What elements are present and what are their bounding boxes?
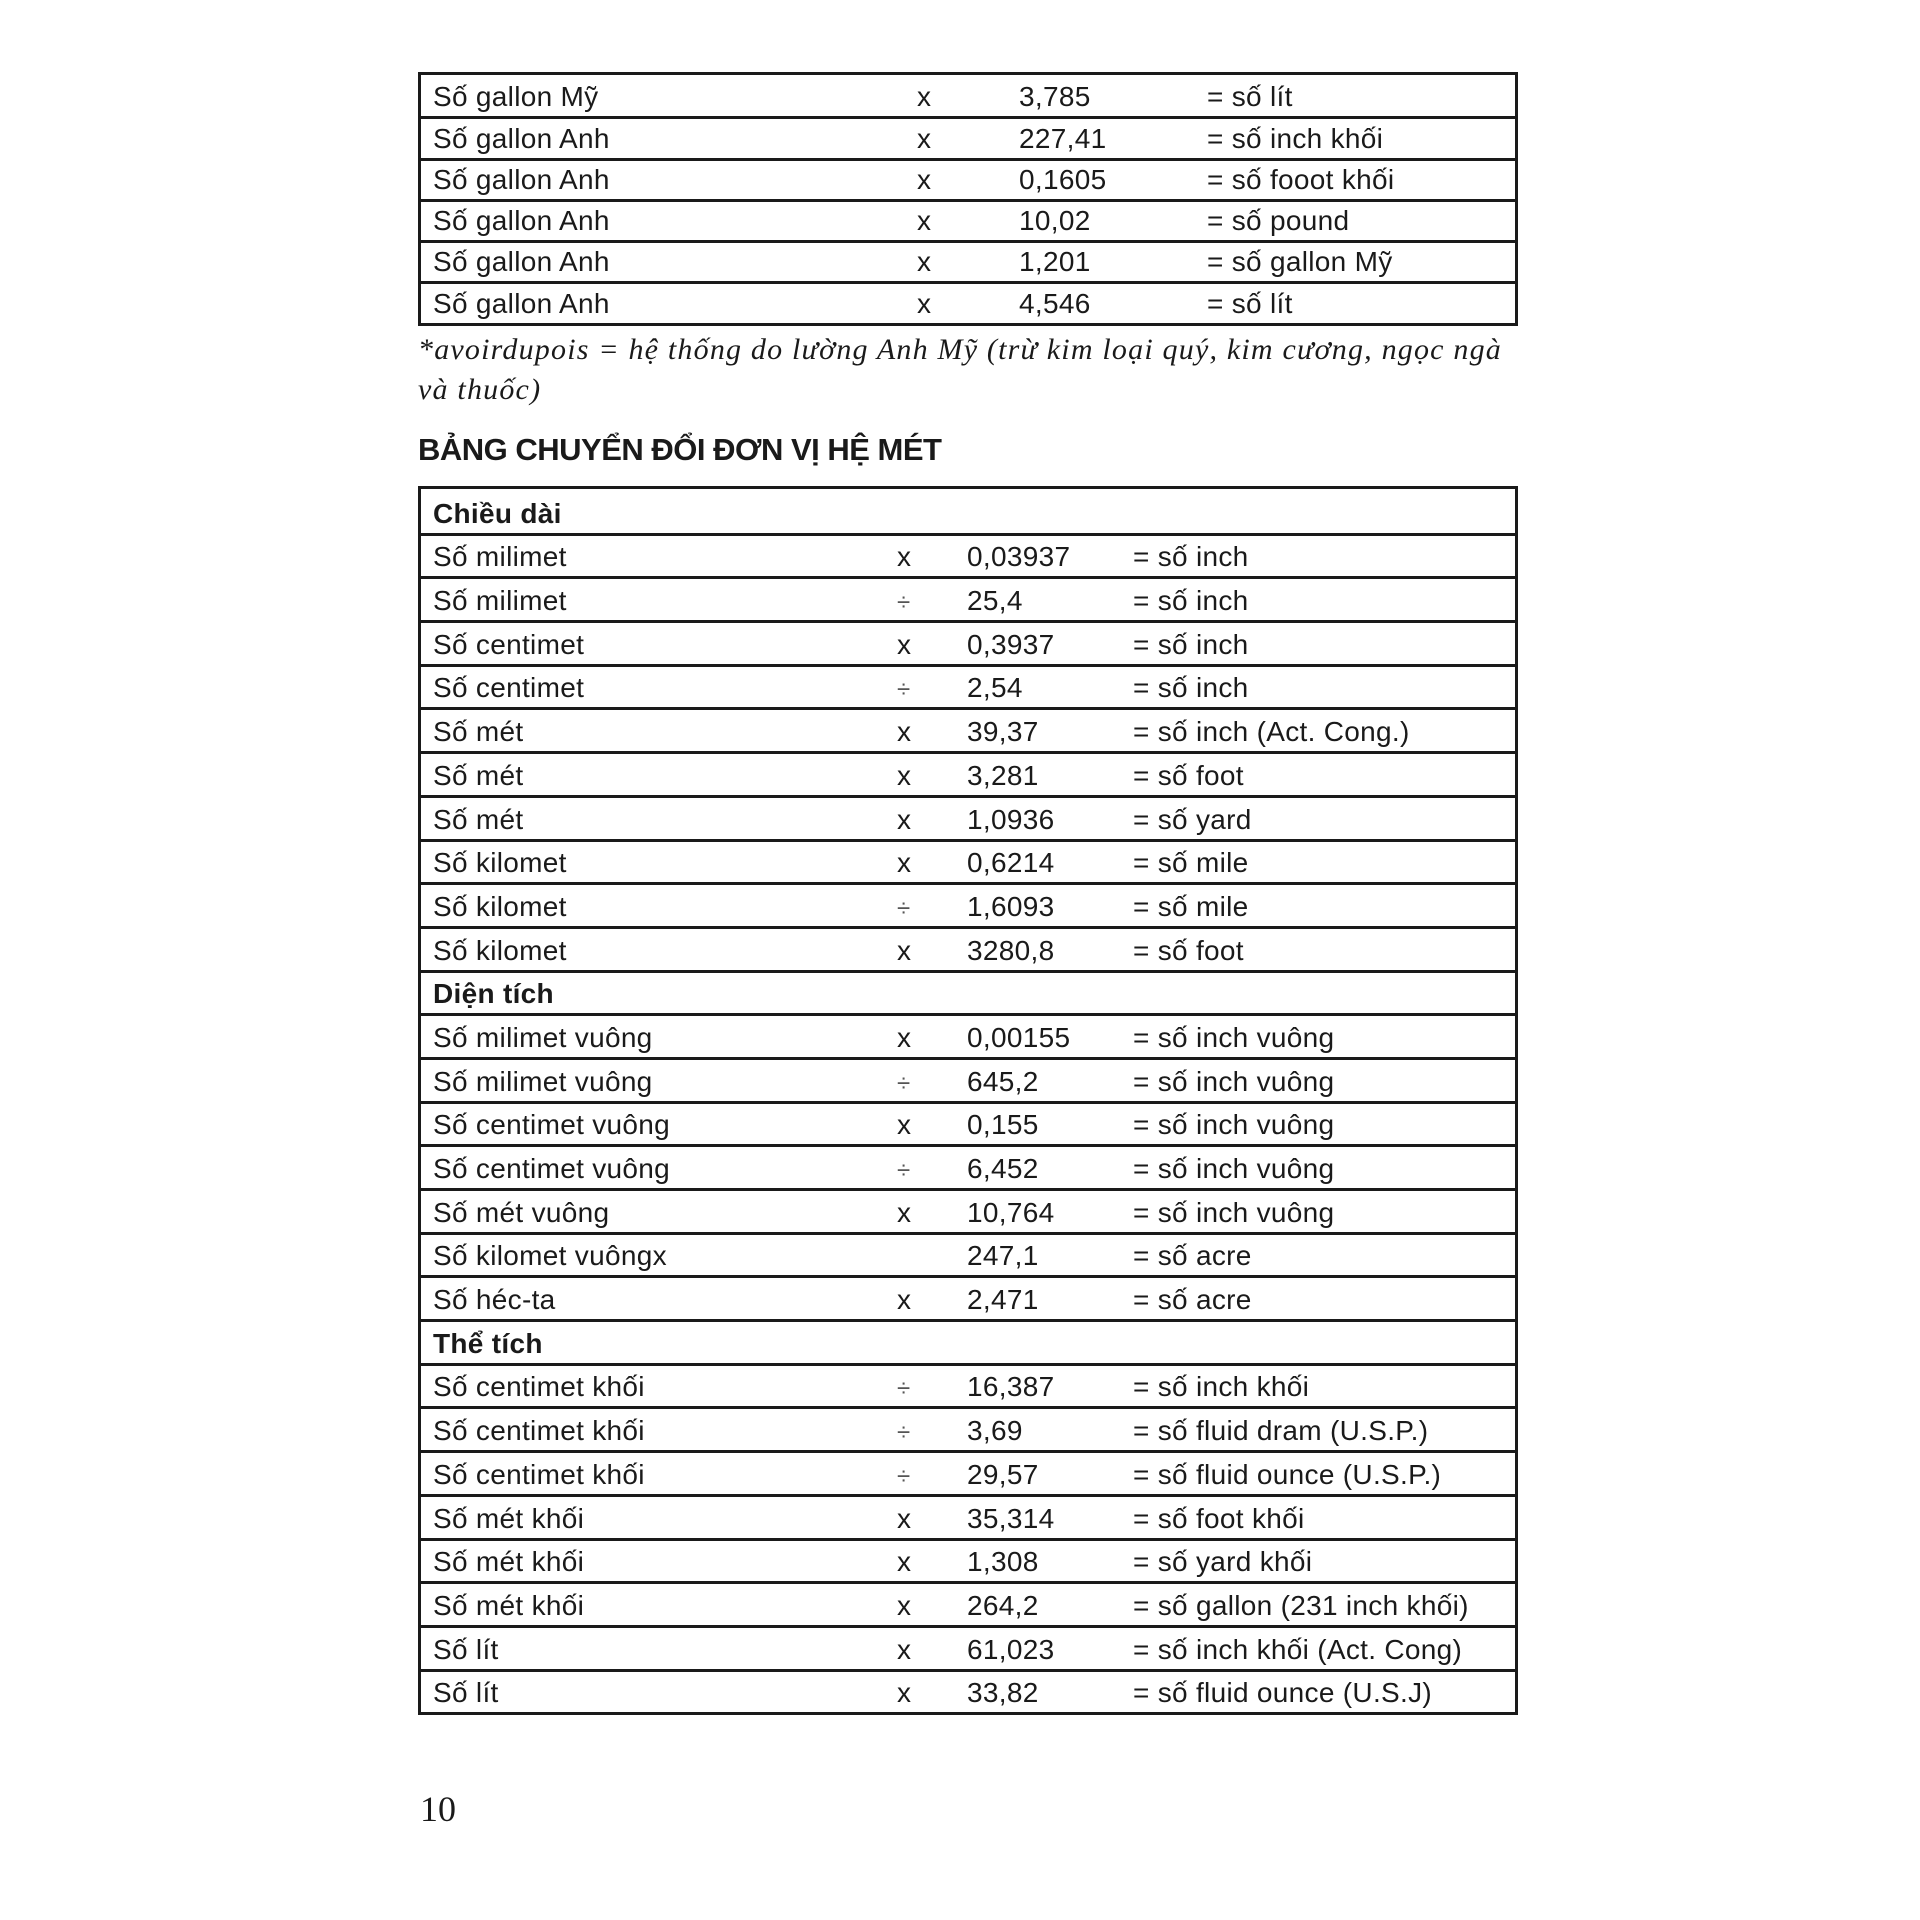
- unit-to: = số mile: [1133, 890, 1249, 922]
- operator: x: [917, 81, 932, 113]
- factor: 1,308: [967, 1546, 1039, 1578]
- operator: x: [897, 1284, 912, 1316]
- table-row: [421, 116, 1515, 157]
- table-row: [421, 707, 1515, 751]
- page-number: 10: [420, 1789, 456, 1829]
- metric-conversion-table: [418, 486, 1518, 1715]
- imperial-conversion-table: [418, 72, 1518, 326]
- factor: 3280,8: [967, 934, 1055, 966]
- operator: x: [917, 163, 932, 195]
- unit-to: = số mile: [1133, 847, 1249, 879]
- unit-from: Số gallon Anh: [433, 287, 610, 319]
- unit-from: Số milimet: [433, 541, 567, 573]
- table-row: [421, 1669, 1515, 1713]
- factor: 227,41: [1019, 122, 1107, 154]
- factor: 0,155: [967, 1109, 1039, 1141]
- section-header-area: [421, 970, 1515, 1014]
- factor: 2,54: [967, 672, 1023, 704]
- section-heading: BẢNG CHUYỂN ĐỔI ĐƠN VỊ HỆ MÉT: [418, 432, 942, 467]
- table-row: [421, 158, 1515, 199]
- factor: 16,387: [967, 1371, 1055, 1403]
- unit-from: Số gallon Anh: [433, 205, 610, 237]
- operator: x: [897, 934, 912, 966]
- table-row: [421, 882, 1515, 926]
- unit-to: = số foot: [1133, 759, 1244, 791]
- factor: 10,02: [1019, 205, 1091, 237]
- unit-from: Số mét: [433, 759, 524, 791]
- factor: 4,546: [1019, 287, 1091, 319]
- factor: 0,1605: [1019, 163, 1107, 195]
- factor: 39,37: [967, 716, 1039, 748]
- unit-to: = số lít: [1207, 81, 1293, 113]
- unit-to: = số foot khối: [1133, 1502, 1305, 1534]
- table-row: [421, 75, 1515, 116]
- unit-to: = số fluid ounce (U.S.P.): [1133, 1458, 1442, 1490]
- operator: x: [917, 122, 932, 154]
- footnote: *avoirdupois = hệ thống do lường Anh Mỹ (trừ kim loại quý, kim cương, ngọc ngà và thuốc): [418, 333, 1502, 406]
- factor: 35,314: [967, 1502, 1055, 1534]
- unit-to: = số pound: [1207, 205, 1350, 237]
- operator: x: [897, 716, 912, 748]
- unit-from: Số milimet: [433, 585, 567, 617]
- unit-to: = số gallon (231 inch khối): [1133, 1589, 1469, 1621]
- unit-from: Số gallon Anh: [433, 122, 610, 154]
- unit-from: Số centimet khối: [433, 1458, 645, 1490]
- table-row: [421, 1625, 1515, 1669]
- unit-from: Số mét khối: [433, 1589, 585, 1621]
- factor: 33,82: [967, 1677, 1039, 1709]
- unit-to: = số inch: [1133, 628, 1249, 660]
- unit-to: = số inch vuông: [1133, 1153, 1335, 1184]
- operator: ÷: [897, 1069, 911, 1097]
- operator: x: [917, 287, 932, 319]
- table-row: [421, 926, 1515, 970]
- table-row: [421, 1363, 1515, 1407]
- factor: 0,03937: [967, 541, 1071, 573]
- factor: 264,2: [967, 1589, 1039, 1621]
- factor: 1,0936: [967, 803, 1055, 835]
- factor: 0,6214: [967, 847, 1055, 879]
- unit-from: Số kilomet: [433, 890, 567, 922]
- table-row: [421, 1538, 1515, 1582]
- table-row: [421, 1144, 1515, 1188]
- section-header-volume: [421, 1319, 1515, 1363]
- factor: 2,471: [967, 1284, 1039, 1316]
- operator: ÷: [897, 1462, 911, 1490]
- unit-to: = số inch vuông: [1133, 1109, 1335, 1141]
- unit-to: = số inch khối: [1133, 1371, 1310, 1403]
- operator: x: [897, 1196, 912, 1228]
- unit-to: = số fluid ounce (U.S.J): [1133, 1677, 1432, 1709]
- factor: 25,4: [967, 585, 1023, 617]
- unit-from: Số centimet vuông: [433, 1153, 671, 1184]
- operator: x: [917, 205, 932, 237]
- table-row: [421, 1406, 1515, 1450]
- table-row: [421, 1101, 1515, 1145]
- table-row: [421, 1450, 1515, 1494]
- operator: x: [897, 1677, 912, 1709]
- operator: x: [897, 803, 912, 835]
- unit-to: = số inch vuông: [1133, 1065, 1335, 1097]
- unit-from: Số mét khối: [433, 1502, 585, 1534]
- table-row: [421, 751, 1515, 795]
- unit-from: Số gallon Anh: [433, 246, 610, 278]
- factor: 645,2: [967, 1065, 1039, 1097]
- factor: 10,764: [967, 1196, 1055, 1228]
- unit-to: = số inch vuông: [1133, 1196, 1335, 1228]
- table-row: [421, 1581, 1515, 1625]
- unit-to: = số acre: [1133, 1284, 1252, 1316]
- unit-from: Số mét: [433, 803, 524, 835]
- table-row: [421, 533, 1515, 577]
- factor: 0,3937: [967, 628, 1055, 660]
- operator: x: [897, 541, 912, 573]
- operator: x: [897, 1633, 912, 1665]
- table-row: [421, 795, 1515, 839]
- unit-from: Số gallon Mỹ: [433, 81, 599, 113]
- unit-to: = số gallon Mỹ: [1207, 246, 1393, 278]
- factor: 3,281: [967, 759, 1039, 791]
- table-row: [421, 620, 1515, 664]
- unit-to: = số inch khối (Act. Cong): [1133, 1633, 1463, 1665]
- factor: 1,201: [1019, 246, 1091, 278]
- unit-to: = số lít: [1207, 287, 1293, 319]
- operator: x: [897, 759, 912, 791]
- factor: 3,69: [967, 1415, 1023, 1447]
- operator: ÷: [897, 894, 911, 922]
- unit-to: = số yard khối: [1133, 1546, 1313, 1578]
- factor: 6,452: [967, 1153, 1039, 1184]
- unit-from: Số kilomet: [433, 934, 567, 966]
- section-title: Chiều dài: [433, 497, 562, 529]
- table-row: [421, 1057, 1515, 1101]
- unit-to: = số inch: [1133, 672, 1249, 704]
- table-row: [421, 576, 1515, 620]
- factor: 61,023: [967, 1633, 1055, 1665]
- operator: x: [897, 1589, 912, 1621]
- unit-from: Số centimet khối: [433, 1371, 645, 1403]
- operator: ÷: [897, 1157, 911, 1184]
- factor: 3,785: [1019, 81, 1091, 113]
- operator: ÷: [897, 589, 911, 617]
- factor: 29,57: [967, 1458, 1039, 1490]
- unit-to: = số acre: [1133, 1240, 1252, 1272]
- table-row: [421, 281, 1515, 322]
- unit-from: Số kilomet vuôngx: [433, 1240, 667, 1272]
- unit-from: Số centimet khối: [433, 1415, 645, 1447]
- unit-to: = số fluid dram (U.S.P.): [1133, 1415, 1429, 1447]
- unit-from: Số lít: [433, 1677, 499, 1709]
- operator: x: [897, 1109, 912, 1141]
- operator: x: [897, 1546, 912, 1578]
- factor: 1,6093: [967, 890, 1055, 922]
- operator: x: [897, 847, 912, 879]
- unit-from: Số héc-ta: [433, 1284, 556, 1316]
- unit-from: Số lít: [433, 1633, 499, 1665]
- table-row: [421, 1275, 1515, 1319]
- table-row: [421, 1188, 1515, 1232]
- table-row: [421, 839, 1515, 883]
- table-row: [421, 199, 1515, 240]
- factor: 0,00155: [967, 1021, 1071, 1053]
- factor: 247,1: [967, 1240, 1039, 1272]
- unit-from: Số gallon Anh: [433, 163, 610, 195]
- operator: x: [897, 1502, 912, 1534]
- table-row: [421, 240, 1515, 281]
- unit-from: Số kilomet: [433, 847, 567, 879]
- unit-to: = số inch (Act. Cong.): [1133, 716, 1410, 748]
- unit-from: Số milimet vuông: [433, 1065, 653, 1097]
- operator: x: [897, 628, 912, 660]
- section-title: Thể tích: [433, 1327, 543, 1359]
- unit-to: = số yard: [1133, 803, 1252, 835]
- operator: x: [897, 1021, 912, 1053]
- unit-to: = số fooot khối: [1207, 163, 1395, 195]
- unit-to: = số foot: [1133, 934, 1244, 966]
- section-title: Diện tích: [433, 978, 554, 1010]
- table-row: [421, 664, 1515, 708]
- unit-from: Số centimet: [433, 628, 585, 660]
- unit-from: Số milimet vuông: [433, 1021, 653, 1053]
- unit-from: Số mét khối: [433, 1546, 585, 1578]
- operator: x: [917, 246, 932, 278]
- unit-to: = số inch: [1133, 541, 1249, 573]
- unit-to: = số inch vuông: [1133, 1021, 1335, 1053]
- unit-from: Số centimet vuông: [433, 1109, 671, 1141]
- table-row: [421, 1232, 1515, 1276]
- unit-from: Số mét: [433, 716, 524, 748]
- table-row: [421, 1013, 1515, 1057]
- unit-to: = số inch khối: [1207, 122, 1384, 154]
- unit-to: = số inch: [1133, 585, 1249, 617]
- section-header-length: [421, 489, 1515, 533]
- operator: ÷: [897, 1375, 911, 1403]
- operator: ÷: [897, 1419, 911, 1447]
- table-row: [421, 1494, 1515, 1538]
- operator: ÷: [897, 676, 911, 704]
- unit-from: Số centimet: [433, 672, 585, 704]
- unit-from: Số mét vuông: [433, 1196, 610, 1228]
